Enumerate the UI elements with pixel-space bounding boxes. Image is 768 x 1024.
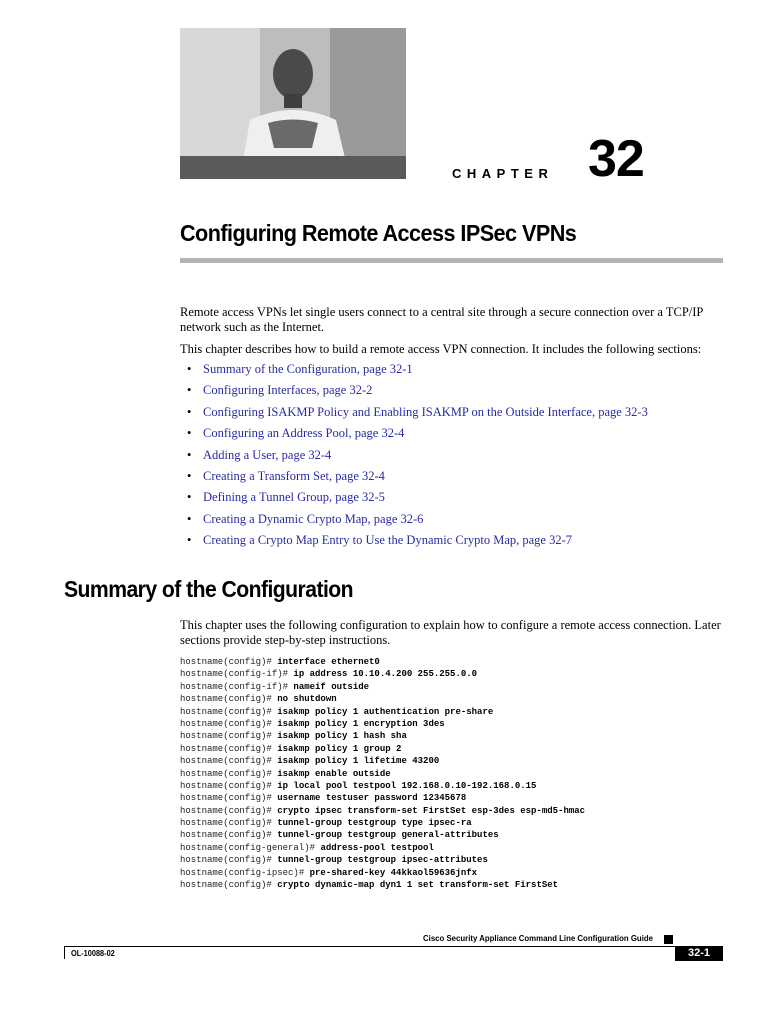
code-prompt: hostname(config)#: [180, 818, 278, 829]
footer-marker: [664, 935, 673, 944]
code-prompt: hostname(config)#: [180, 880, 278, 891]
bullet: •: [187, 490, 192, 505]
code-line: [180, 842, 585, 854]
code-prompt: hostname(config-ipsec)#: [180, 867, 310, 878]
footer-rule: [64, 946, 723, 947]
code-command: tunnel-group testgroup type ipsec-ra: [277, 818, 472, 829]
chapter-label: CHAPTER: [452, 166, 554, 181]
code-prompt: hostname(config-if)#: [180, 681, 294, 692]
footer-guide-title: Cisco Security Appliance Command Line Configuration Guide: [423, 933, 653, 943]
section-link[interactable]: Configuring ISAKMP Policy and Enabling ISAKMP on the Outside Interface, page 32-3: [203, 404, 648, 419]
code-prompt: hostname(config)#: [180, 793, 278, 804]
code-line: [180, 718, 585, 730]
code-prompt: hostname(config)#: [180, 743, 278, 754]
section-link[interactable]: Defining a Tunnel Group, page 32-5: [203, 490, 385, 505]
code-command: isakmp enable outside: [277, 768, 391, 779]
code-line: [180, 854, 585, 866]
code-command: nameif outside: [293, 681, 370, 692]
title-rule: [180, 258, 723, 263]
bullet: •: [187, 404, 192, 419]
code-prompt: hostname(config)#: [180, 694, 278, 705]
code-block: [180, 656, 585, 891]
code-line: [180, 817, 585, 829]
code-prompt: hostname(config)#: [180, 657, 278, 667]
code-command: isakmp policy 1 group 2: [277, 743, 402, 754]
bullet: •: [187, 511, 192, 526]
code-command: isakmp policy 1 hash sha: [277, 731, 407, 742]
code-line: [180, 768, 585, 780]
section-link[interactable]: Configuring Interfaces, page 32-2: [203, 383, 373, 398]
page-number: 32-1: [675, 946, 723, 961]
section-link[interactable]: Creating a Transform Set, page 32-4: [203, 468, 385, 483]
code-prompt: hostname(config)#: [180, 805, 278, 816]
code-command: no shutdown: [277, 694, 337, 705]
code-command: address-pool testpool: [320, 842, 434, 853]
code-command: pre-shared-key 44kkaol59636jnfx: [309, 867, 478, 878]
chapter-photo: [180, 28, 406, 179]
code-line: [180, 743, 585, 755]
list-item: [187, 511, 648, 532]
code-command: username testuser password 12345678: [277, 793, 467, 804]
code-line: [180, 867, 585, 879]
bullet: •: [187, 362, 192, 376]
list-item: [187, 447, 648, 468]
footer-tick: [64, 946, 65, 959]
section-link[interactable]: Creating a Dynamic Crypto Map, page 32-6: [203, 511, 424, 526]
section-link[interactable]: Configuring an Address Pool, page 32-4: [203, 426, 405, 441]
code-line: [180, 656, 585, 668]
sections-intro: This chapter describes how to build a remote access VPN connection. It includes the following sections:: [180, 342, 702, 356]
code-command: ip address 10.10.4.200 255.255.0.0: [293, 669, 478, 680]
code-command: tunnel-group testgroup ipsec-attributes: [277, 855, 488, 866]
code-line: [180, 805, 585, 817]
code-command: crypto dynamic-map dyn1 1 set transform-set FirstSet: [277, 880, 559, 891]
code-line: [180, 780, 585, 792]
code-prompt: hostname(config)#: [180, 718, 278, 729]
code-command: isakmp policy 1 encryption 3des: [277, 718, 445, 729]
section-list: [187, 361, 648, 554]
list-item: [187, 489, 648, 510]
section-link[interactable]: Summary of the Configuration, page 32-1: [203, 362, 413, 376]
code-line: [180, 693, 585, 705]
bullet: •: [187, 447, 192, 462]
list-item: [187, 361, 648, 382]
footer-doc-number: OL-10088-02: [71, 949, 115, 958]
code-prompt: hostname(config)#: [180, 756, 278, 767]
list-item: [187, 532, 648, 553]
code-line: [180, 681, 585, 693]
bullet: •: [187, 533, 192, 548]
code-command: interface ethernet0: [277, 657, 380, 667]
section-heading: Summary of the Configuration: [64, 576, 354, 602]
code-prompt: hostname(config-general)#: [180, 842, 321, 853]
code-prompt: hostname(config)#: [180, 768, 278, 779]
code-line: [180, 730, 585, 742]
chapter-title: Configuring Remote Access IPSec VPNs: [180, 220, 577, 246]
code-prompt: hostname(config)#: [180, 855, 278, 866]
list-item: [187, 382, 648, 403]
chapter-number: 32: [588, 130, 644, 188]
bullet: •: [187, 468, 192, 483]
code-line: [180, 706, 585, 718]
code-prompt: hostname(config-if)#: [180, 669, 294, 680]
code-prompt: hostname(config)#: [180, 731, 278, 742]
summary-paragraph: This chapter uses the following configuration to explain how to configure a remote access connection. Later sections provide step-by-step instructions.: [180, 618, 721, 647]
code-prompt: hostname(config)#: [180, 780, 278, 791]
code-command: isakmp policy 1 authentication pre-share: [277, 706, 494, 717]
code-line: [180, 755, 585, 767]
bullet: •: [187, 383, 192, 398]
code-command: isakmp policy 1 lifetime 43200: [277, 756, 440, 767]
bullet: •: [187, 426, 192, 441]
list-item: [187, 425, 648, 446]
section-link[interactable]: Adding a User, page 32-4: [203, 447, 332, 462]
section-link[interactable]: Creating a Crypto Map Entry to Use the Dynamic Crypto Map, page 32-7: [203, 533, 573, 548]
list-item: [187, 404, 648, 425]
code-line: [180, 879, 585, 891]
code-line: [180, 792, 585, 804]
code-command: tunnel-group testgroup general-attributes: [277, 830, 499, 841]
code-line: [180, 668, 585, 680]
code-line: [180, 829, 585, 841]
intro-paragraph: Remote access VPNs let single users connect to a central site through a secure connection over a TCP/IP network such as the Internet.: [180, 305, 703, 334]
code-command: crypto ipsec transform-set FirstSet esp-3des esp-md5-hmac: [277, 805, 586, 816]
code-prompt: hostname(config)#: [180, 706, 278, 717]
list-item: [187, 468, 648, 489]
code-command: ip local pool testpool 192.168.0.10-192.168.0.15: [277, 780, 537, 791]
code-prompt: hostname(config)#: [180, 830, 278, 841]
